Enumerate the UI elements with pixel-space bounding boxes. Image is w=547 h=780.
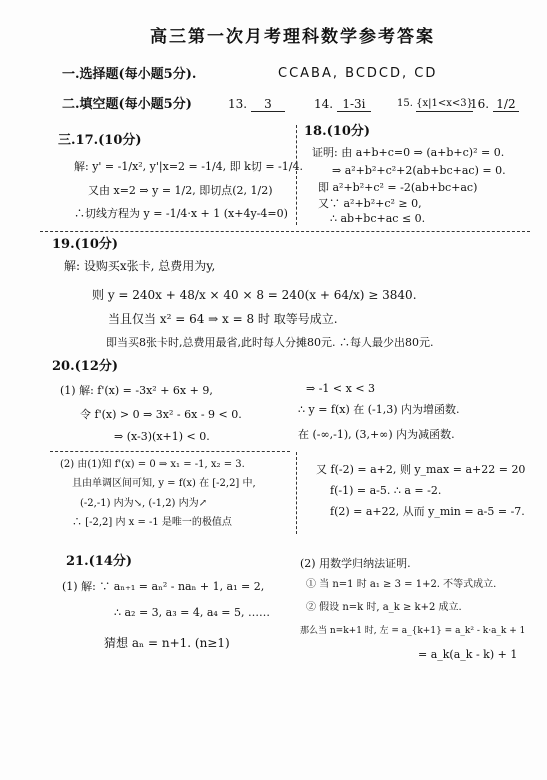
q18-heading: 18.(10分) <box>304 124 371 139</box>
q18-line1: 证明: 由 a+b+c=0 ⇒ (a+b+c)² = 0. <box>312 146 505 159</box>
q19-line1: 解: 设购买x张卡, 总费用为y, <box>64 259 216 273</box>
q13-answer: 3 <box>251 97 285 112</box>
column-divider <box>296 125 297 225</box>
q20-part2-line7: f(2) = a+22, 从而 y_min = a-5 = -7. <box>330 505 525 518</box>
q20-part1-line4: ⇒ -1 < x < 3 <box>306 382 376 395</box>
q16-answer: 1/2 <box>493 97 519 112</box>
q21-heading: 21.(14分) <box>66 554 133 569</box>
q20-part2-line3: (-2,-1) 内为↘, (-1,2) 内为↗ <box>80 498 208 509</box>
mc-answers: CCABA, BCDCD, CD <box>278 66 438 81</box>
q21-part2-line3: ② 假设 n=k 时, a_k ≥ k+2 成立. <box>306 602 462 613</box>
section-divider <box>40 231 530 232</box>
q19-heading: 19.(10分) <box>52 237 119 252</box>
q21-part1-line1: (1) 解: ∵ aₙ₊₁ = aₙ² - naₙ + 1, a₁ = 2, <box>62 580 265 593</box>
q17-line1: 解: y' = -1/x², y'|x=2 = -1/4, 即 k切 = -1/4. <box>74 160 303 173</box>
q21-part2-line1: (2) 用数学归纳法证明. <box>300 557 411 570</box>
q17-heading: 三.17.(10分) <box>58 133 142 148</box>
q20-part2-line2: 且由单调区间可知, y = f(x) 在 [-2,2] 中, <box>72 478 256 489</box>
q20-part1-line1: (1) 解: f'(x) = -3x² + 6x + 9, <box>60 384 213 397</box>
q14-answer: 1-3i <box>337 97 371 112</box>
q21-part1-line2: ∴ a₂ = 3, a₃ = 4, a₄ = 5, …… <box>114 606 271 619</box>
fill-q16 <box>470 97 519 112</box>
q19-line4: 即当买8张卡时,总费用最省,此时每人分摊80元. ∴每人最少出80元. <box>106 336 434 349</box>
page-title: 高三第一次月考理科数学参考答案 <box>150 27 435 47</box>
q20-heading: 20.(12分) <box>52 359 119 374</box>
q15-answer: {x|1<x<3} <box>416 97 473 112</box>
q21-part2-line5: = a_k(a_k - k) + 1 <box>418 648 518 661</box>
q20-part2-line5: 又 f(-2) = a+2, 则 y_max = a+22 = 20 <box>316 463 526 476</box>
q20-part1-line2: 令 f'(x) > 0 ⇒ 3x² - 6x - 9 < 0. <box>80 408 242 421</box>
fill-q14 <box>314 97 371 112</box>
q21-part2-line2: ① 当 n=1 时 a₁ ≥ 3 = 1+2. 不等式成立. <box>306 579 497 590</box>
q19-line2: 则 y = 240x + 48/x × 40 × 8 = 240(x + 64/x) ≥ 3840. <box>92 288 417 302</box>
q21-part2-line4: 那么当 n=k+1 时, 左 = a_{k+1} = a_k² - k·a_k + 1 <box>300 626 526 636</box>
q20-part2-line1: (2) 由(1)知 f'(x) = 0 ⇒ x₁ = -1, x₂ = 3. <box>60 459 245 470</box>
column-divider-2 <box>296 452 297 534</box>
q18-line3: 即 a²+b²+c² = -2(ab+bc+ac) <box>318 181 478 194</box>
q14-number: 14. <box>314 97 334 111</box>
q20-part2-line6: f(-1) = a-5. ∴ a = -2. <box>330 484 442 497</box>
q18-line5: ∴ ab+bc+ac ≤ 0. <box>330 212 426 225</box>
q21-part1-line3: 猜想 aₙ = n+1. (n≥1) <box>104 636 230 650</box>
q20-part1-line6: 在 (-∞,-1), (3,+∞) 内为减函数. <box>298 428 455 441</box>
part-divider <box>50 451 290 452</box>
fill-q15 <box>397 97 473 112</box>
q16-number: 16. <box>470 97 490 111</box>
q13-number: 13. <box>228 97 248 111</box>
q20-part1-line3: ⇒ (x-3)(x+1) < 0. <box>114 430 210 443</box>
q19-line3: 当且仅当 x² = 64 ⇒ x = 8 时 取等号成立. <box>108 312 338 326</box>
q17-line2: 又由 x=2 ⇒ y = 1/2, 即切点(2, 1/2) <box>88 184 273 197</box>
q20-part1-line5: ∴ y = f(x) 在 (-1,3) 内为增函数. <box>298 403 460 416</box>
q15-number: 15. <box>397 98 413 109</box>
q17-line3: ∴切线方程为 y = -1/4·x + 1 (x+4y-4=0) <box>74 207 288 220</box>
fill-label: 二.填空题(每小题5分) <box>62 97 192 112</box>
fill-q13 <box>228 97 285 112</box>
q18-line2: ⇒ a²+b²+c²+2(ab+bc+ac) = 0. <box>332 164 506 177</box>
q20-part2-line4: ∴ [-2,2] 内 x = -1 是唯一的极值点 <box>72 517 232 528</box>
q18-line4: 又∵ a²+b²+c² ≥ 0, <box>318 197 422 210</box>
mc-label: 一.选择题(每小题5分). <box>62 67 197 82</box>
